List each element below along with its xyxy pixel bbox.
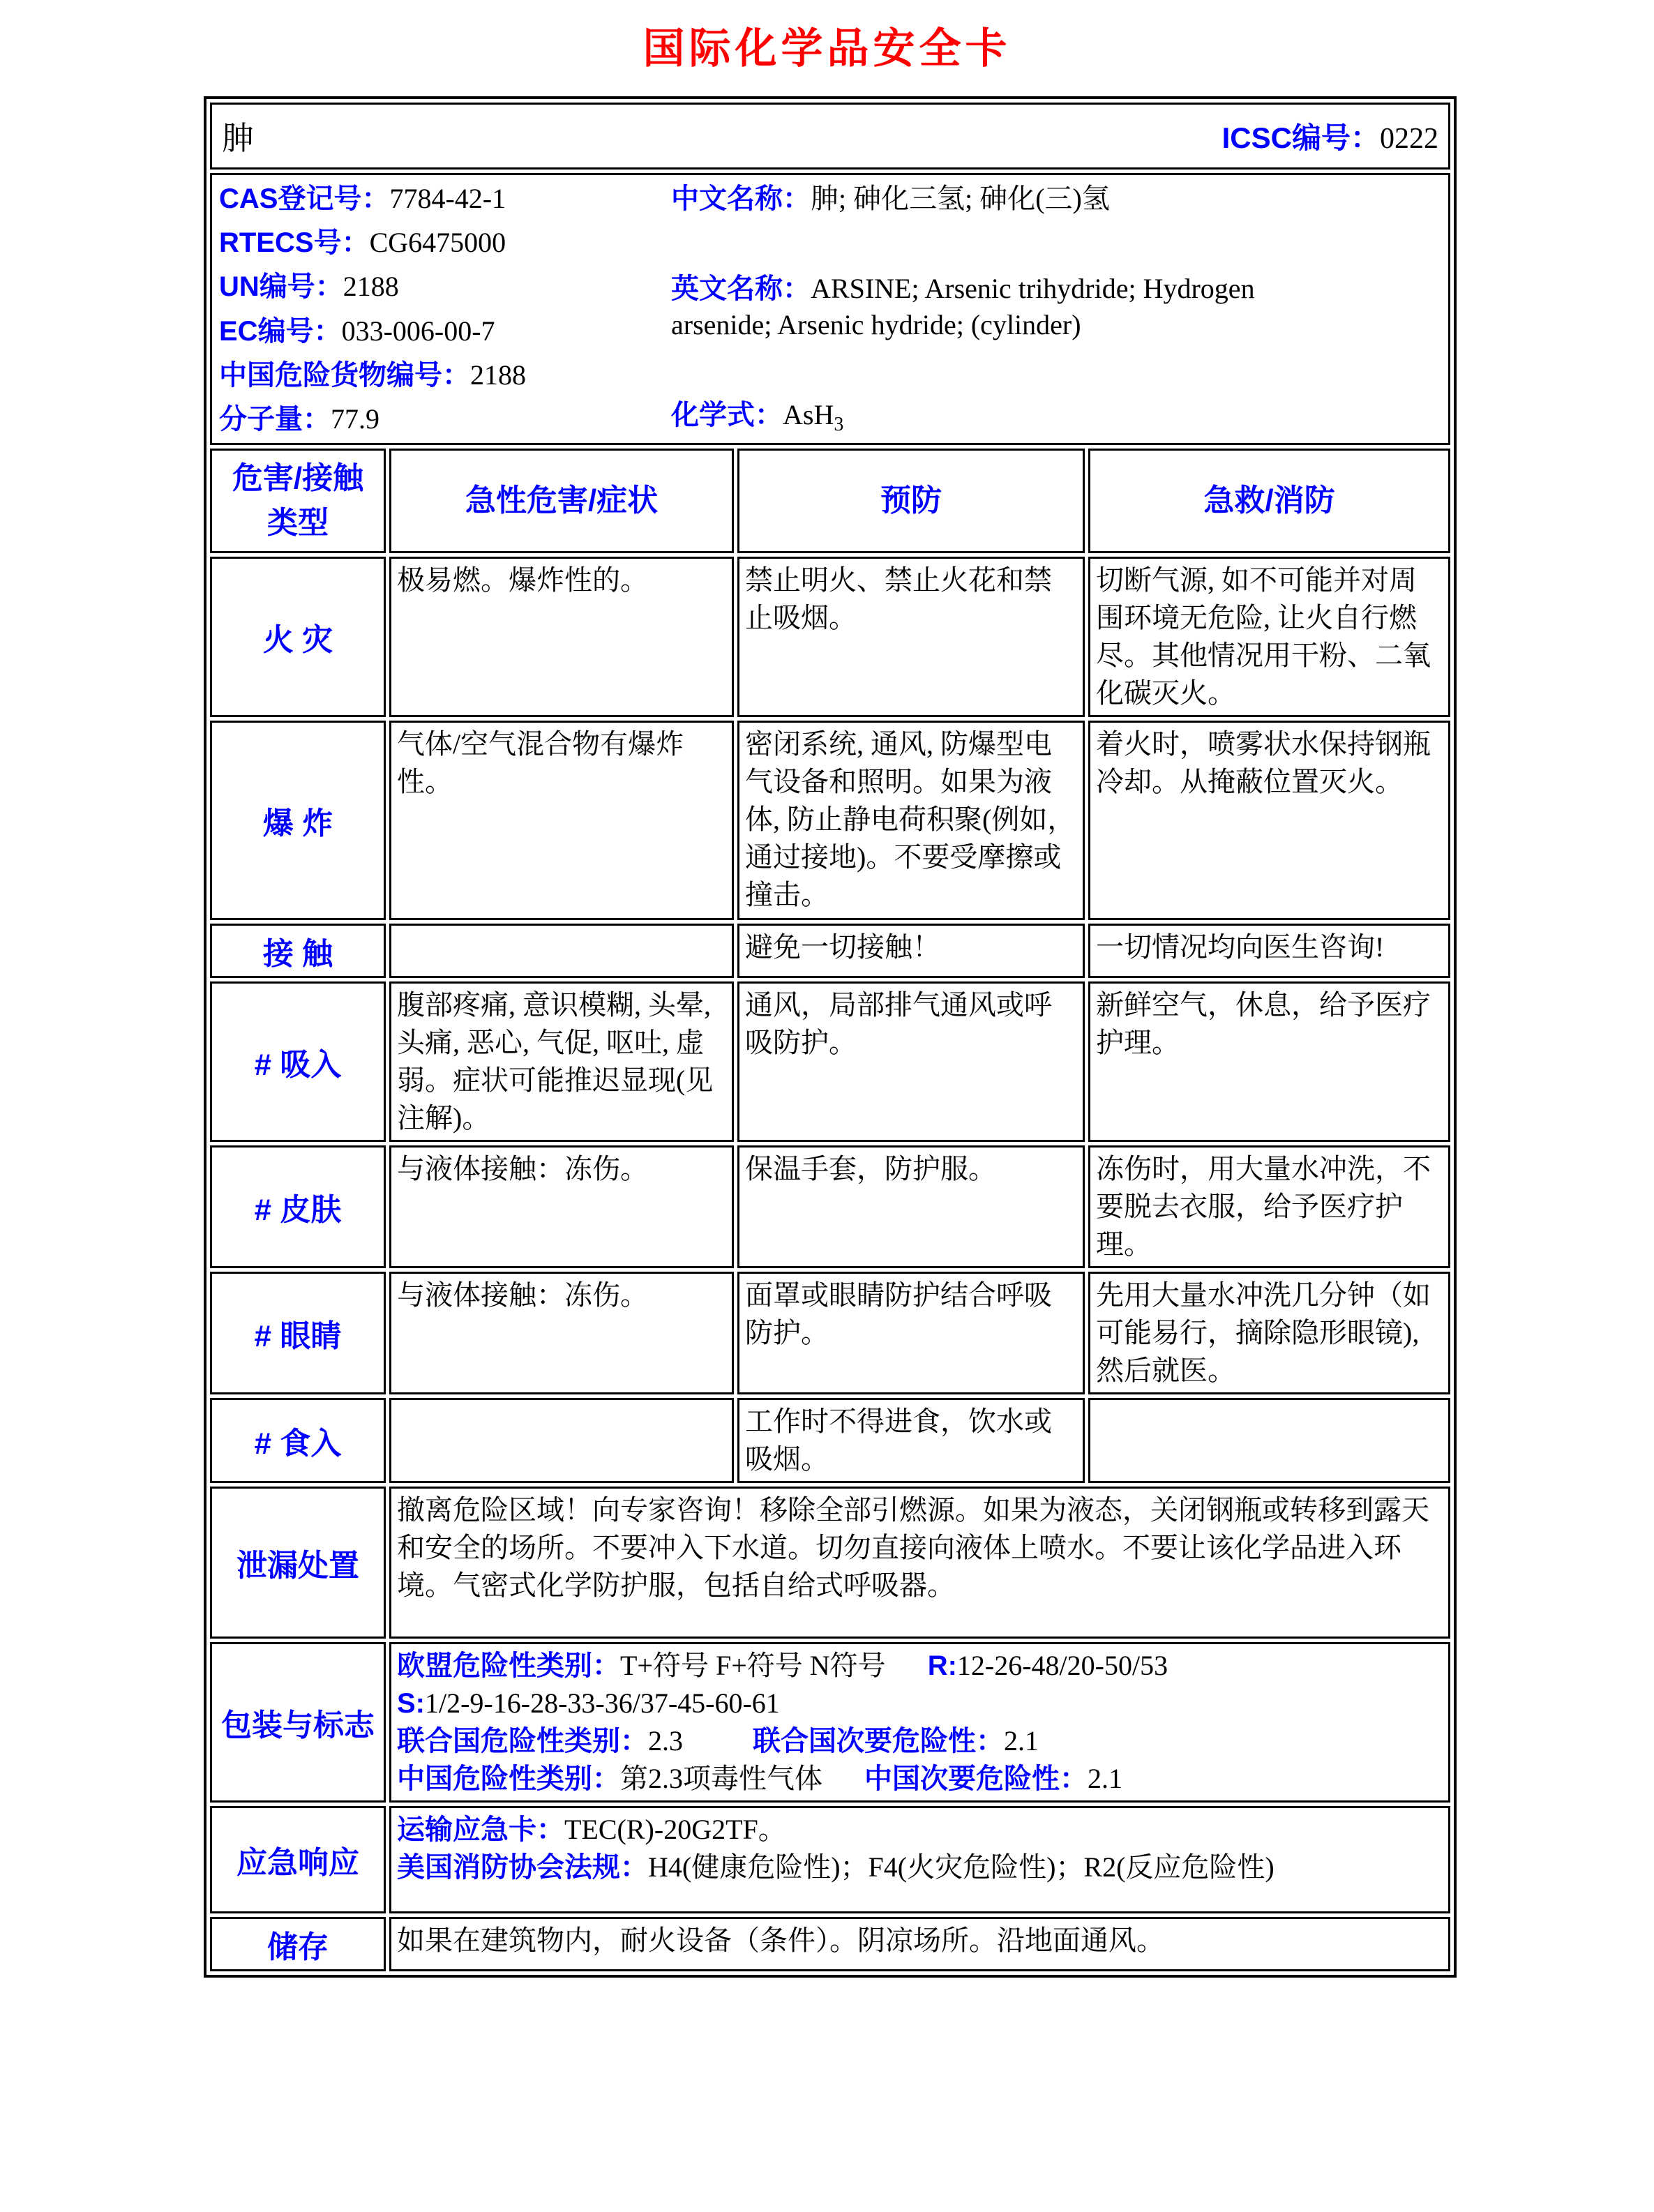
tec-value: TEC(R)-20G2TF。 [564,1814,786,1845]
ec-number-label: EC编号： [219,315,342,347]
spill-disposal-row [210,1487,1450,1639]
inhalation-response: 新鲜空气，休息，给予医疗护理。 [1088,981,1450,1142]
eyes-symptoms: 与液体接触：冻伤。 [389,1272,734,1394]
skin-response: 冻伤时，用大量水冲洗，不要脱去衣服，给予医疗护理。 [1088,1145,1450,1268]
eu-hazard-value: T+符号 F+符号 N符号 [620,1650,886,1681]
inhalation-prevention: 通风，局部排气通风或呼吸防护。 [737,981,1085,1142]
nfpa-label: 美国消防协会法规： [397,1852,648,1883]
china-subsidiary-value: 2.1 [1088,1763,1122,1794]
s-phrases-value: 1/2-9-16-28-33-36/37-45-60-61 [425,1687,780,1719]
identification-cell [210,173,1450,445]
china-subsidiary-label: 中国次要危险性： [864,1763,1088,1794]
tec-label: 运输应急卡： [397,1814,564,1845]
emergency-response-row [210,1806,1450,1913]
un-subsidiary-value: 2.1 [1004,1725,1039,1756]
icsc-card [204,96,1457,1978]
storage-label: 储存 [210,1917,386,1971]
ingestion-response [1088,1398,1450,1483]
tec-line [397,1811,1443,1849]
header-prevention: 预防 [737,449,1085,553]
un-hazard-label: 联合国危险性类别： [397,1726,648,1756]
skin-prevention: 保温手套，防护服。 [737,1145,1085,1268]
fire-prevention: 禁止明火、禁止火花和禁止吸烟。 [737,557,1085,717]
chinese-name-value: 胂; 砷化三氢; 砷化(三)氢 [811,183,1110,214]
un-subsidiary-label: 联合国次要危险性： [753,1726,1004,1756]
ec-number-value: 033-006-00-7 [341,315,495,347]
icsc-number-label: ICSC编号： [1221,121,1380,154]
un-number-line [219,269,671,305]
inhalation-symptoms: 腹部疼痛, 意识模糊, 头晕, 头痛, 恶心, 气促, 呕吐, 虚弱。症状可能推迟显现(见注解)。 [389,981,734,1142]
storage-text: 如果在建筑物内，耐火设备（条件）。阴凉场所。沿地面通风。 [389,1917,1450,1971]
hazard-row-inhalation [210,981,1450,1142]
contact-symptoms [389,924,734,978]
explosion-response: 着火时，喷雾状水保持钢瓶冷却。从掩蔽位置灭火。 [1088,721,1450,920]
inhalation-label: # 吸入 [210,981,386,1142]
emergency-label: 应急响应 [210,1806,386,1913]
r-phrases-label: R: [927,1650,957,1681]
fire-label: 火 灾 [210,557,386,717]
spill-text: 撤离危险区域！向专家咨询！移除全部引燃源。如果为液态，关闭钢瓶或转移到露天和安全的场所。不要冲入下水道。切勿直接向液体上喷水。不要让该化学品进入环境。气密式化学防护服，包括自给式呼吸器。 [389,1487,1450,1639]
english-name-line [671,271,1358,343]
s-phrases-label: S: [397,1688,425,1719]
china-hazard-line [397,1760,1443,1798]
cas-number-value: 7784-42-1 [389,183,506,214]
eyes-prevention: 面罩或眼睛防护结合呼吸防护。 [737,1272,1085,1394]
header-firefighting: 急救/消防 [1088,449,1450,553]
hazard-row-explosion [210,721,1450,920]
formula-line [671,397,1441,437]
packaging-label: 包装与标志 [210,1642,386,1803]
eyes-label: # 眼睛 [210,1272,386,1394]
hazard-row-eyes [210,1272,1450,1394]
explosion-symptoms: 气体/空气混合物有爆炸性。 [389,721,734,920]
header-acute-hazards: 急性危害/症状 [389,449,734,553]
contact-response: 一切情况均向医生咨询! [1088,924,1450,978]
eu-hazard-line [397,1647,1443,1685]
page-title: 国际化学品安全卡 [642,25,1012,72]
nfpa-value: H4(健康危险性)；F4(火灾危险性)；R2(反应危险性) [648,1851,1275,1883]
eyes-response: 先用大量水冲洗几分钟（如可能易行，摘除隐形眼镜), 然后就医。 [1088,1272,1450,1394]
ingestion-symptoms [389,1398,734,1483]
icsc-number-value: 0222 [1380,123,1438,155]
hazard-row-ingestion [210,1398,1450,1483]
contact-label: 接 触 [210,924,386,978]
ec-number-line [219,313,671,349]
english-name-label: 英文名称： [671,273,811,304]
ingestion-label: # 食入 [210,1398,386,1483]
chinese-name-line [671,181,1441,217]
ingestion-prevention: 工作时不得进食，饮水或吸烟。 [737,1398,1085,1483]
formula-label: 化学式： [671,399,783,430]
s-phrases-line [397,1685,1443,1722]
chemical-name-row [210,103,1450,170]
packaging-content [389,1642,1450,1803]
un-number-value: 2188 [343,271,399,303]
explosion-prevention: 密闭系统, 通风, 防爆型电气设备和照明。如果为液体, 防止静电荷积聚(例如，通过接地)。不要受摩擦或撞击。 [737,721,1085,920]
china-hazard-value: 第2.3项毒性气体 [620,1763,822,1794]
molecular-weight-line [219,401,671,437]
chinese-name-label: 中文名称： [671,183,811,214]
china-hazard-label: 中国危险性类别： [397,1763,620,1794]
eu-hazard-label: 欧盟危险性类别： [397,1650,620,1681]
cas-number-label: CAS登记号： [219,183,390,214]
formula-value: AsH [783,398,834,430]
icsc-number [1222,115,1438,157]
header-hazard-type: 危害/接触 类型 [210,449,386,553]
contact-prevention: 避免一切接触！ [737,924,1085,978]
nfpa-line [397,1849,1443,1886]
chemical-name: 胂 [222,121,254,156]
r-phrases-value: 12-26-48/20-50/53 [956,1650,1168,1681]
fire-response: 切断气源, 如不可能并对周围环境无危险, 让火自行燃尽。其他情况用干粉、二氧化碳灭火。 [1088,557,1450,717]
hazard-table-header-row [210,449,1450,553]
cas-number-line [219,181,671,217]
hazard-row-contact [210,924,1450,978]
china-dg-number-value: 2188 [470,359,526,391]
identification-row [210,173,1450,445]
formula-subscript: 3 [834,413,844,435]
chemical-name-cell [210,103,1450,170]
rtecs-number-label: RTECS号： [219,227,370,259]
emergency-content [389,1806,1450,1913]
un-hazard-line [397,1722,1443,1760]
un-number-label: UN编号： [219,271,343,303]
identification-right-column [671,181,1441,437]
spill-label: 泄漏处置 [210,1487,386,1639]
skin-label: # 皮肤 [210,1145,386,1268]
china-dg-number-label: 中国危险货物编号： [219,359,470,391]
fire-symptoms: 极易燃。爆炸性的。 [389,557,734,717]
molecular-weight-value: 77.9 [331,402,379,435]
rtecs-number-line [219,225,671,261]
identification-left-column [219,181,671,437]
rtecs-number-value: CG6475000 [369,227,506,259]
hazard-row-skin [210,1145,1450,1268]
un-hazard-value: 2.3 [648,1725,683,1756]
skin-symptoms: 与液体接触：冻伤。 [389,1145,734,1268]
english-name-value: ARSINE; Arsenic trihydride; Hydrogen arsenide; Arsenic hydride; (cylinder) [671,272,1255,340]
molecular-weight-label: 分子量： [219,403,331,435]
china-dg-number-line [219,357,671,393]
packaging-row [210,1642,1450,1803]
hazard-row-fire [210,557,1450,717]
explosion-label: 爆 炸 [210,721,386,920]
storage-row [210,1917,1450,1971]
